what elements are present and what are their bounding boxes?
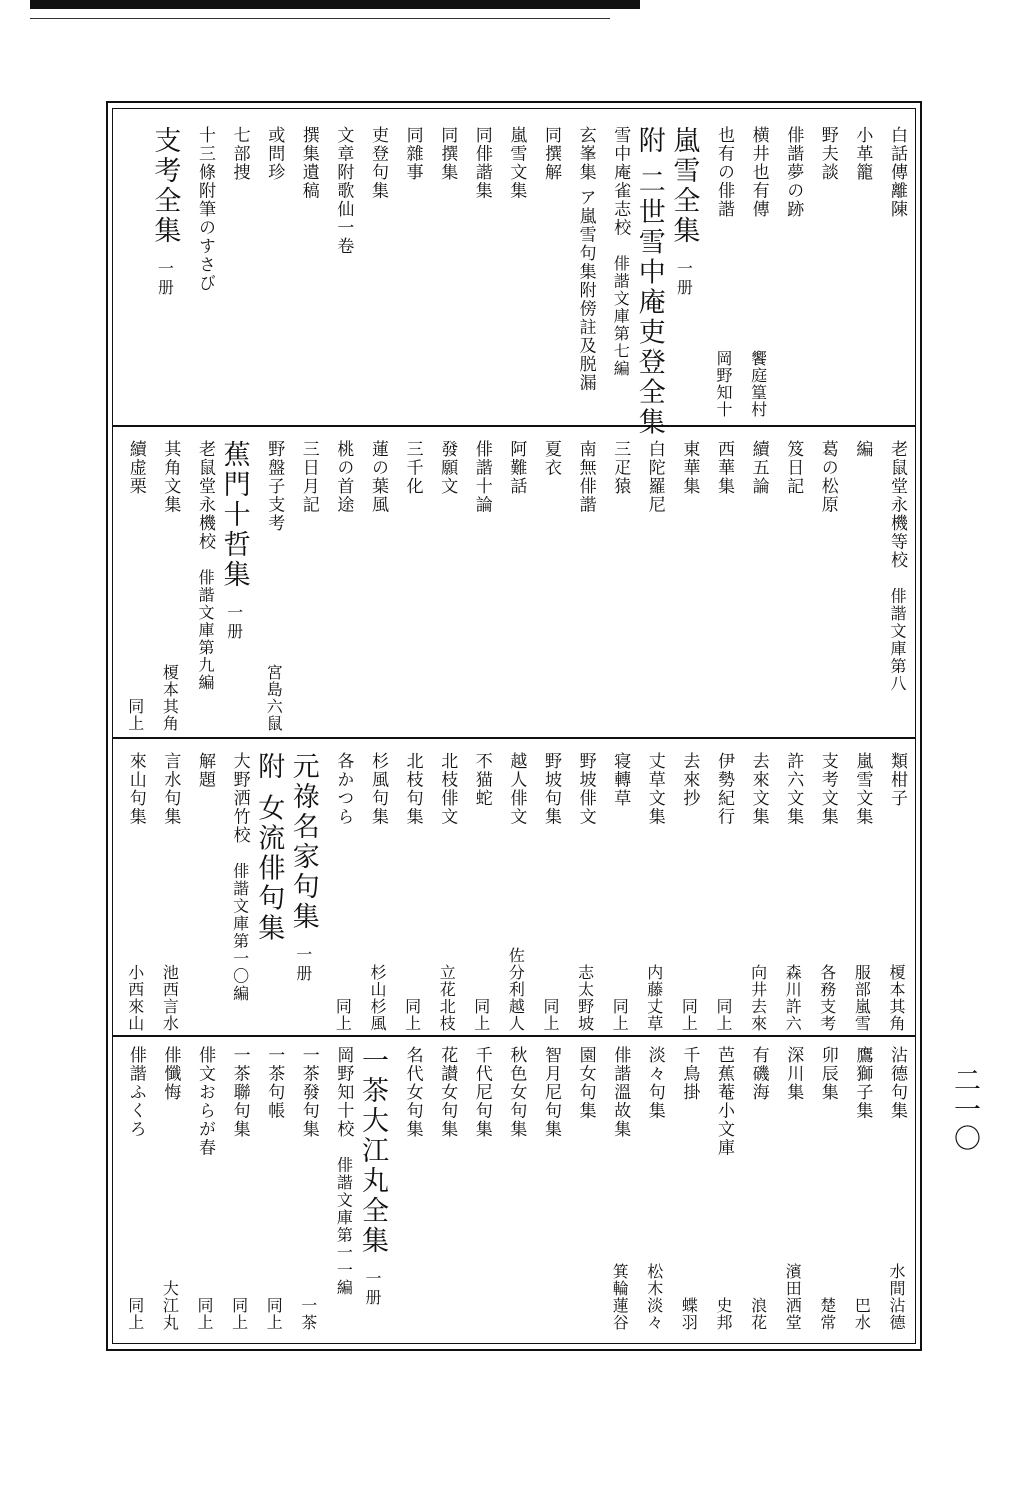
entry-title: 俳諧溫故集 <box>610 1046 631 1139</box>
catalog-entry <box>633 126 665 438</box>
entry-author: 同上 <box>195 1297 214 1331</box>
entry-title: 附 二世雪中庵吏登全集 <box>633 126 665 438</box>
catalog-entry <box>218 440 250 732</box>
entry-title: 野坡句集 <box>541 752 561 826</box>
entry-title: 丈草文集 <box>644 752 665 826</box>
page-number: 二一〇 <box>949 1066 980 1153</box>
entry-title: 玄峯集 ア嵐雪句集附傍註及脱漏 <box>575 126 596 392</box>
entry-author: 同上 <box>125 1297 145 1331</box>
catalog-entry <box>359 1046 386 1331</box>
entry-title: 白話傳離陳 <box>887 126 907 219</box>
catalog-entry <box>750 126 767 418</box>
entry-title: 蓮の葉風 <box>368 440 388 514</box>
entry-title: 夏衣 <box>541 440 561 477</box>
catalog-entry <box>679 1046 700 1331</box>
entry-title: 俳諧夢の跡 <box>783 126 804 219</box>
entry-title: 嵐雪文集 <box>506 126 527 200</box>
catalog-entry <box>819 1046 836 1331</box>
catalog-entry <box>783 126 804 418</box>
catalog-entry <box>300 440 317 732</box>
catalog-entry <box>231 752 248 1032</box>
catalog-entry <box>668 126 700 418</box>
catalog-entry <box>888 126 905 418</box>
entry-author: 水間沾德 <box>887 1263 906 1331</box>
catalog-entry <box>264 440 285 732</box>
entry-title: 寝轉草 <box>610 752 631 808</box>
catalog-entry <box>333 752 354 1032</box>
entry-title: 北枝俳文 <box>437 752 458 826</box>
entry-title: 笈日記 <box>783 440 804 496</box>
catalog-entry <box>333 126 354 418</box>
entry-author: 服部嵐雪 <box>852 964 872 1032</box>
catalog-entry <box>577 440 594 732</box>
entry-author: 岡野知十 <box>714 350 733 418</box>
catalog-entry <box>888 1046 905 1331</box>
entry-title: 阿難話 <box>506 440 527 496</box>
entry-title: 俳文おらが春 <box>195 1046 215 1157</box>
entry-author: 同上 <box>679 998 699 1032</box>
entry-author: 池西言水 <box>160 964 180 1032</box>
entry-author: 榎本其角 <box>160 664 180 732</box>
catalog-entry <box>506 126 527 418</box>
entry-title: 言水句集 <box>160 752 181 826</box>
entry-title: 同雜事 <box>402 126 423 182</box>
catalog-entry <box>819 752 836 1032</box>
entry-title: 撰集遺稿 <box>298 126 319 200</box>
entry-title: 大野洒竹校 <box>229 752 250 845</box>
entry-title: 其角文集 <box>160 440 181 514</box>
catalog-entry <box>715 126 732 418</box>
entry-title: 附 女流俳句集 <box>253 752 285 944</box>
entry-title: 俳諧ふくろ <box>125 1046 146 1139</box>
entry-author: 濱田洒堂 <box>783 1263 803 1331</box>
catalog-entry <box>577 126 594 418</box>
entry-title: 伊勢紀行 <box>714 752 734 826</box>
entry-title: 鷹獅子集 <box>852 1046 873 1120</box>
catalog-entry <box>852 1046 873 1331</box>
entry-title: 嵐雪全集 <box>668 126 700 246</box>
section-rule-2 <box>112 737 916 739</box>
entry-title: 杉風句集 <box>368 752 388 826</box>
entry-author: 同上 <box>264 1297 284 1331</box>
entry-title: 一茶聯句集 <box>229 1046 250 1139</box>
catalog-entry <box>253 752 285 1032</box>
entry-title: 三日月記 <box>298 440 319 514</box>
entry-title: 不猫蛇 <box>471 752 492 808</box>
catalog-entry <box>542 440 559 732</box>
catalog-entry <box>437 1046 458 1331</box>
catalog-entry <box>196 440 213 732</box>
entry-title: 千代尼句集 <box>471 1046 492 1139</box>
catalog-entry <box>437 440 458 732</box>
entry-title: 沾德句集 <box>887 1046 907 1120</box>
catalog-entry <box>610 440 631 732</box>
entry-title: 類柑子 <box>887 752 907 808</box>
entry-title: 老鼠堂永機校 <box>195 440 215 551</box>
entry-title: 去來文集 <box>748 752 769 826</box>
entry-title: 嵐雪文集 <box>852 752 873 826</box>
entry-title: 小革籠 <box>852 126 873 182</box>
entry-title: 西華集 <box>714 440 734 496</box>
catalog-entry <box>506 752 527 1032</box>
entry-title: 野盤子支考 <box>264 440 285 533</box>
catalog-entry <box>333 440 354 732</box>
catalog-entry <box>287 752 319 1032</box>
entry-author: 大江丸 <box>160 1280 180 1331</box>
entry-title: 芭蕉菴小文庫 <box>714 1046 734 1157</box>
section-rule-1 <box>112 425 916 427</box>
entry-author: 巴水 <box>852 1297 872 1331</box>
entry-series: 俳諧文庫第七編 <box>611 255 631 378</box>
catalog-entry <box>783 1046 804 1331</box>
catalog-entry <box>715 752 732 1032</box>
entry-title: 十三條附筆のすさび <box>195 126 215 293</box>
entry-author: 饗庭篁村 <box>748 350 768 418</box>
catalog-entry <box>646 1046 663 1331</box>
top-edge-bar <box>30 0 640 9</box>
entry-title: 雪中庵雀志校 <box>610 126 631 237</box>
entry-title: 老鼠堂永機等校 <box>887 440 907 570</box>
entry-title: 支考文集 <box>817 752 838 826</box>
entry-author: 同上 <box>125 698 145 732</box>
catalog-entry <box>149 126 181 418</box>
catalog-entry <box>369 440 386 732</box>
catalog-entry <box>333 1046 354 1331</box>
entry-title: 智月尼句集 <box>541 1046 561 1139</box>
entry-author: 箕輪蓮谷 <box>610 1263 630 1331</box>
entry-author: 森川許六 <box>783 964 803 1032</box>
entry-author: 小西來山 <box>125 964 145 1032</box>
entry-volumes: 一册 <box>224 604 244 642</box>
entry-title: 三千化 <box>402 440 423 496</box>
catalog-entry <box>610 1046 631 1331</box>
entry-volumes: 一册 <box>293 946 313 984</box>
catalog-entry <box>852 440 873 732</box>
entry-title: 南無俳諧 <box>575 440 596 514</box>
entry-title: 同撰集 <box>437 126 458 182</box>
entry-series: 俳諧文庫第九編 <box>196 569 215 692</box>
entry-title: 卯辰集 <box>817 1046 838 1102</box>
catalog-entry <box>819 126 836 418</box>
entry-title: 七部捜 <box>229 126 250 182</box>
entry-volumes: 一册 <box>155 260 175 298</box>
catalog-entry <box>646 440 663 732</box>
entry-author: 立花北枝 <box>437 964 457 1032</box>
entry-author: 内藤丈草 <box>644 964 664 1032</box>
entry-title: 桃の首途 <box>333 440 354 514</box>
catalog-entry <box>542 126 559 418</box>
catalog-entry <box>750 1046 767 1331</box>
catalog-entry <box>437 752 458 1032</box>
entry-title: 續虚栗 <box>125 440 146 496</box>
entry-title: 俳懺悔 <box>160 1046 181 1102</box>
catalog-entry <box>264 126 285 418</box>
entry-author: 浪花 <box>748 1297 768 1331</box>
catalog-entry <box>577 752 594 1032</box>
catalog-entry <box>196 1046 213 1331</box>
entry-author: 各務支考 <box>817 964 837 1032</box>
catalog-entry <box>750 752 767 1032</box>
catalog-entry <box>783 752 804 1032</box>
entry-title: 編 <box>852 440 873 459</box>
entry-title: 淡々句集 <box>644 1046 665 1120</box>
entry-title: 支考全集 <box>149 126 181 246</box>
entry-title: 野坡俳文 <box>575 752 596 826</box>
catalog-entry <box>819 440 836 732</box>
entry-title: 越人俳文 <box>506 752 527 826</box>
entry-title: 俳諧十論 <box>471 440 492 514</box>
entry-author: 一茶 <box>298 1297 318 1331</box>
entry-title: 岡野知十校 <box>333 1046 354 1139</box>
entry-title: 蕉門十哲集 <box>218 440 250 590</box>
entry-author: 同上 <box>471 998 491 1032</box>
entry-series: 俳諧文庫第一一編 <box>334 1156 354 1297</box>
entry-title: 千鳥掛 <box>679 1046 700 1102</box>
entry-volumes: 一册 <box>363 1270 382 1308</box>
entry-title: 同撰解 <box>541 126 561 182</box>
catalog-entry <box>369 126 386 418</box>
entry-title: 有磯海 <box>748 1046 769 1102</box>
entry-title: 三疋猿 <box>610 440 631 496</box>
entry-title: 深川集 <box>783 1046 804 1102</box>
entry-title: 花讃女句集 <box>437 1046 458 1139</box>
catalog-entry <box>300 126 317 418</box>
catalog-entry <box>473 126 490 418</box>
entry-author: 同上 <box>714 998 733 1032</box>
entry-title: 横井也有傳 <box>748 126 769 219</box>
entry-title: 秋色女句集 <box>506 1046 527 1139</box>
entry-title: 白陀羅尼 <box>644 440 665 514</box>
entry-title: 文章附歌仙一卷 <box>333 126 354 256</box>
entry-author: 榎本其角 <box>887 964 906 1032</box>
entry-author: 松木淡々 <box>644 1263 664 1331</box>
entry-author: 宮島六鼠 <box>264 664 284 732</box>
entry-title: 吏登句集 <box>368 126 388 200</box>
catalog-entry <box>506 440 527 732</box>
entry-author: 史邦 <box>714 1297 733 1331</box>
entry-author: 同上 <box>333 998 353 1032</box>
entry-series: 俳諧文庫第一〇編 <box>230 862 250 1003</box>
catalog-entry <box>852 126 873 418</box>
entry-title: 或問珍 <box>264 126 285 182</box>
entry-author: 志太野坡 <box>575 964 595 1032</box>
catalog-entry <box>264 1046 285 1331</box>
entry-title: 東華集 <box>679 440 700 496</box>
catalog-entry <box>160 440 181 732</box>
entry-title: 葛の松原 <box>817 440 838 514</box>
entry-author: 杉山杉風 <box>368 964 387 1032</box>
entry-author: 同上 <box>541 998 560 1032</box>
entry-title: 去來抄 <box>679 752 700 808</box>
section-rule-3 <box>112 1035 916 1037</box>
catalog-entry <box>783 440 804 732</box>
catalog-entry <box>160 1046 181 1331</box>
catalog-entry <box>404 1046 421 1331</box>
entry-title: 一茶發句集 <box>298 1046 319 1139</box>
catalog-entry <box>610 126 631 418</box>
entry-title: 解題 <box>195 752 215 789</box>
catalog-entry <box>300 1046 317 1331</box>
catalog-entry <box>369 752 386 1032</box>
catalog-entry <box>473 440 490 732</box>
catalog-entry <box>404 752 421 1032</box>
catalog-entry <box>160 752 181 1032</box>
entry-title: 名代女句集 <box>402 1046 423 1139</box>
catalog-entry <box>127 1046 144 1331</box>
catalog-entry <box>852 752 873 1032</box>
entry-author: 楚常 <box>817 1297 837 1331</box>
entry-title: 元祿名家句集 <box>287 752 319 932</box>
catalog-entry <box>231 1046 248 1331</box>
catalog-entry <box>715 1046 732 1331</box>
entry-author: 蝶羽 <box>679 1297 699 1331</box>
entry-title: 許六文集 <box>783 752 804 826</box>
catalog-entry <box>750 440 767 732</box>
entry-author: 向井去來 <box>748 964 768 1032</box>
entry-volumes: 一册 <box>674 260 694 298</box>
catalog-entry <box>506 1046 527 1331</box>
top-edge-line <box>30 18 610 19</box>
entry-title: 也有の俳諧 <box>714 126 734 219</box>
entry-author: 同上 <box>229 1297 249 1331</box>
entry-author: 同上 <box>402 998 422 1032</box>
entry-title: 續五論 <box>748 440 769 496</box>
catalog-entry <box>196 126 213 418</box>
catalog-entry <box>610 752 631 1032</box>
entry-author: 同上 <box>610 998 630 1032</box>
catalog-entry <box>679 440 700 732</box>
entry-title: 發願文 <box>437 440 458 496</box>
entry-title: 北枝句集 <box>402 752 423 826</box>
entry-series: 俳諧文庫第八 <box>888 587 907 693</box>
entry-title: 一茶大江丸全集 <box>357 1046 388 1256</box>
catalog-entry <box>404 126 421 418</box>
catalog-entry <box>127 440 144 732</box>
entry-title: 園女句集 <box>575 1046 596 1120</box>
catalog-entry <box>196 752 213 1032</box>
catalog-entry <box>473 752 490 1032</box>
catalog-entry <box>715 440 732 732</box>
entry-title: 一茶句帳 <box>264 1046 285 1120</box>
catalog-entry <box>542 1046 559 1331</box>
catalog-entry <box>127 752 144 1032</box>
catalog-entry <box>577 1046 594 1331</box>
catalog-entry <box>888 752 905 1032</box>
catalog-entry <box>542 752 559 1032</box>
entry-title: 來山句集 <box>125 752 146 826</box>
entry-author: 佐分利越人 <box>506 947 526 1032</box>
catalog-entry <box>404 440 421 732</box>
catalog-entry <box>231 126 248 418</box>
entry-title: 各かつら <box>333 752 354 826</box>
catalog-entry <box>646 752 663 1032</box>
entry-title: 同俳諧集 <box>471 126 492 200</box>
catalog-entry <box>473 1046 490 1331</box>
catalog-entry <box>437 126 458 418</box>
entry-title: 野夫談 <box>817 126 838 182</box>
catalog-entry <box>679 752 700 1032</box>
catalog-entry <box>888 440 905 732</box>
